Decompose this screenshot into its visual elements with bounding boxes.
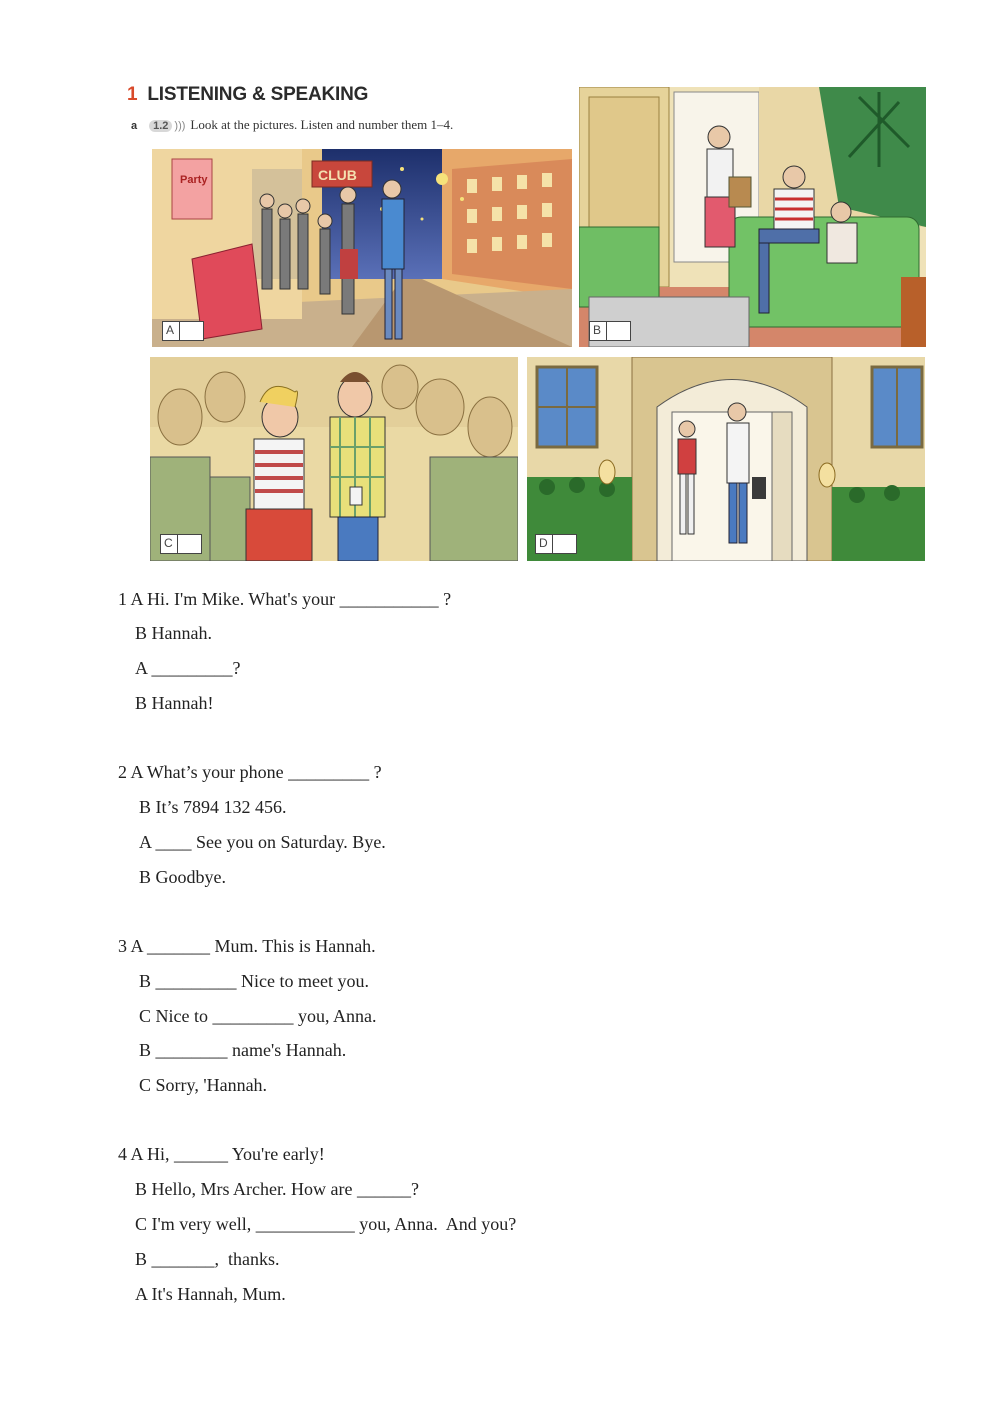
exercise-instruction <box>131 117 453 133</box>
picture-d-answer-box[interactable] <box>535 534 577 554</box>
dialogue-2-line-1: 2 A What’s your phone _________ ? <box>118 762 382 782</box>
dialogue-3-line-3: C Nice to _________ you, Anna. <box>139 1006 377 1026</box>
picture-a-illustration <box>152 149 572 347</box>
instruction-text: Look at the pictures. Listen and number them 1–4. <box>190 117 454 132</box>
dialogue-4-line-1: 4 A Hi, ______ You're early! <box>118 1144 325 1164</box>
dialogue-2-line-4: B Goodbye. <box>139 867 226 887</box>
dialogue-4-line-5: A It's Hannah, Mum. <box>135 1284 286 1304</box>
party-poster-text: Party <box>180 174 208 186</box>
dialogue-1-line-3: A _________? <box>135 658 241 678</box>
picture-a-label: A <box>166 323 175 337</box>
picture-b-label: B <box>593 323 602 337</box>
dialogue-3-line-5: C Sorry, 'Hannah. <box>139 1075 268 1095</box>
picture-d <box>527 357 925 561</box>
dialogue-2-line-3: A ____ See you on Saturday. Bye. <box>139 832 386 852</box>
picture-c <box>150 357 518 561</box>
picture-a <box>152 149 572 347</box>
section-number: 1 <box>127 84 138 105</box>
dialogue-4-line-3: C I'm very well, ___________ you, Anna. And you? <box>135 1214 517 1234</box>
dialogue-2-line-2: B It’s 7894 132 456. <box>139 797 287 817</box>
dialogue-4-line-4: B _______, thanks. <box>135 1249 280 1269</box>
club-sign-text: CLUB <box>318 167 357 183</box>
picture-c-illustration <box>150 357 518 561</box>
picture-b-answer-box[interactable] <box>589 321 631 341</box>
exercise-letter: a <box>131 120 138 132</box>
picture-c-answer-box[interactable] <box>160 534 202 554</box>
picture-c-label: C <box>164 536 173 550</box>
dialogue-1-line-4: B Hannah! <box>135 693 214 713</box>
picture-d-illustration <box>527 357 925 561</box>
section-heading <box>127 84 368 106</box>
dialogue-3-line-4: B ________ name's Hannah. <box>139 1040 347 1060</box>
dialogue-3-line-2: B _________ Nice to meet you. <box>139 971 369 991</box>
dialogue-4-line-2: B Hello, Mrs Archer. How are ______? <box>135 1179 419 1199</box>
picture-a-answer-box[interactable] <box>162 321 204 341</box>
audio-icon: ))) <box>174 120 186 132</box>
dialogue-1-line-2: B Hannah. <box>135 623 212 643</box>
dialogue-3-line-1: 3 A _______ Mum. This is Hannah. <box>118 936 376 956</box>
section-title: LISTENING & SPEAKING <box>147 84 369 105</box>
audio-track-badge: 1.2 <box>149 120 172 132</box>
picture-b <box>579 87 926 347</box>
picture-d-label: D <box>539 536 548 550</box>
picture-b-illustration <box>579 87 926 347</box>
dialogue-1-line-1: 1 A Hi. I'm Mike. What's your ___________ ? <box>118 589 452 609</box>
